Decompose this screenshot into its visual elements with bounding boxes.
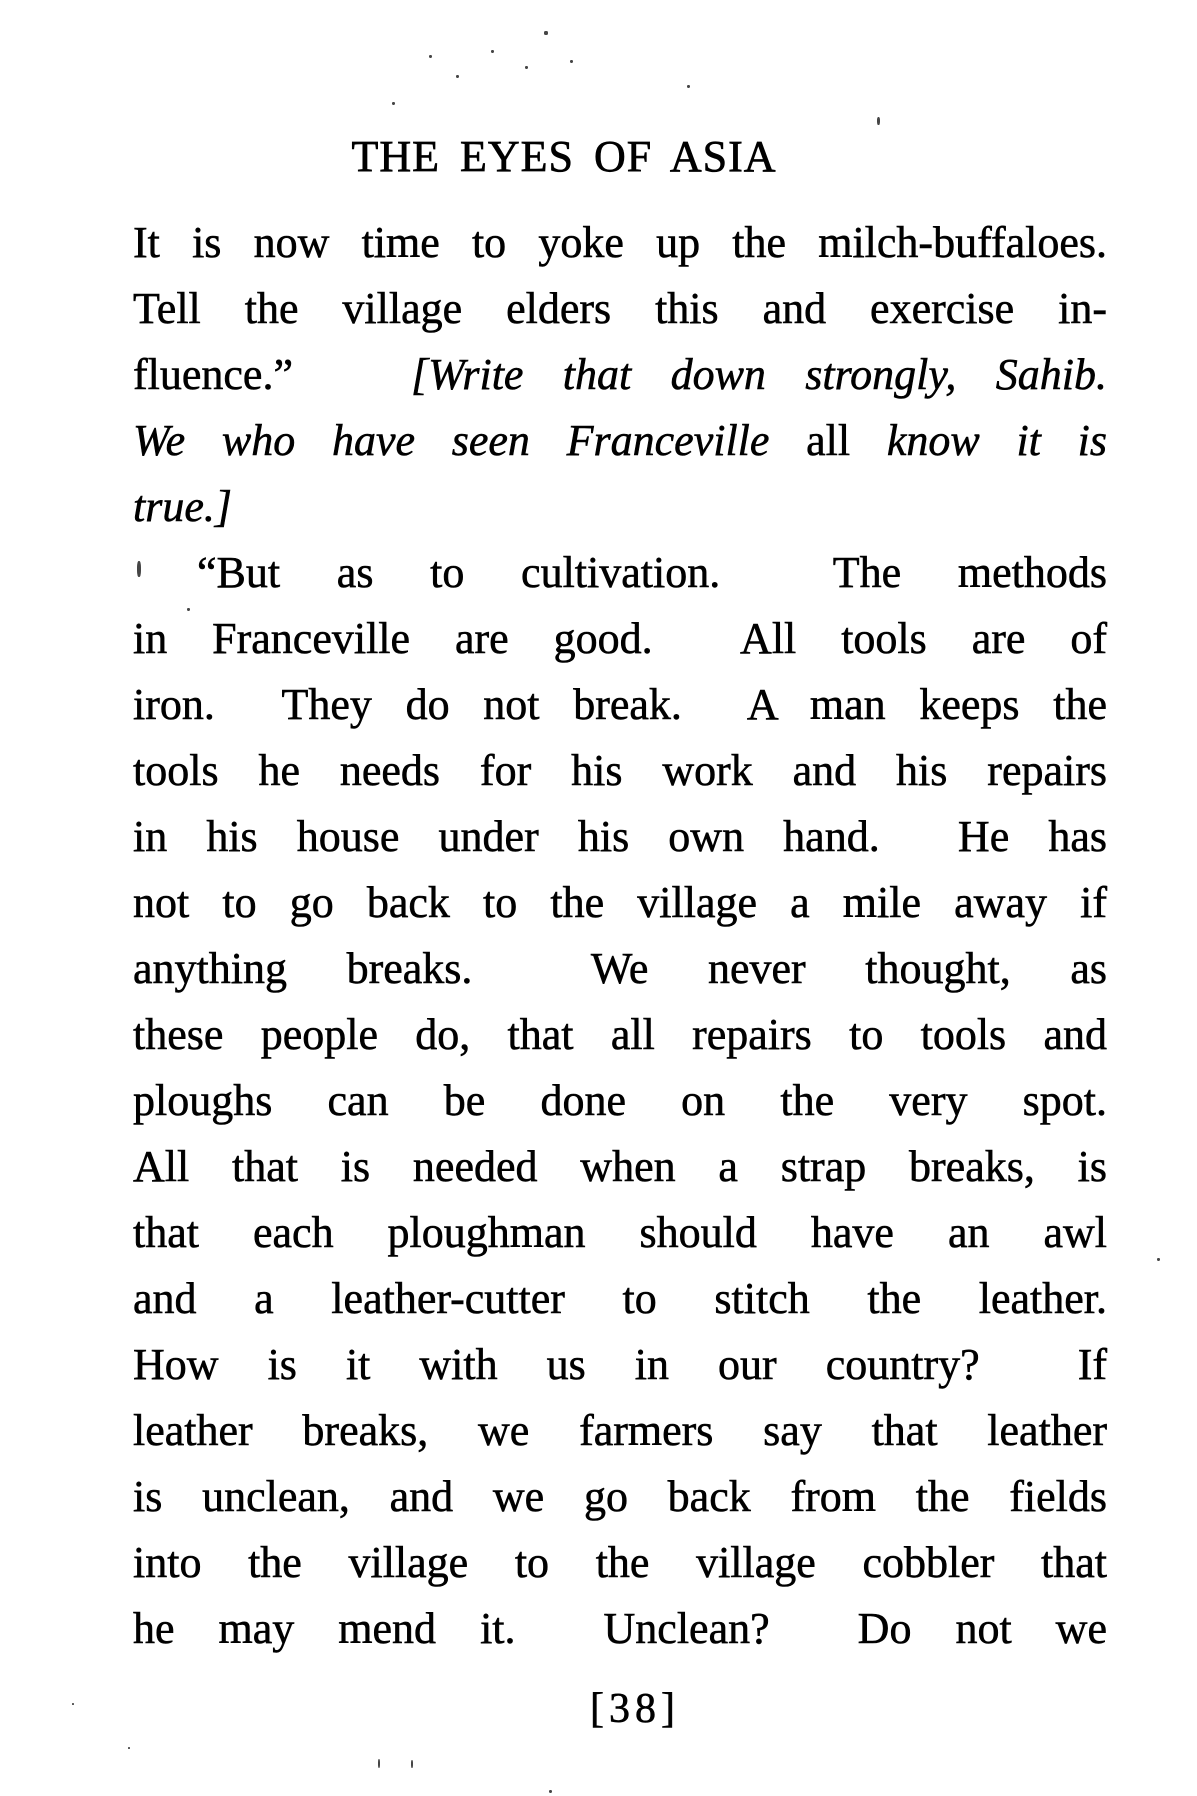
roman-text: into the village to the village cobbler that: [133, 1538, 1107, 1587]
text-line: [133, 936, 1107, 1002]
page-title: THE EYES OF ASIA: [351, 132, 777, 181]
scan-speck: [570, 60, 573, 63]
scan-speck: [491, 50, 494, 53]
text-line: [133, 672, 1107, 738]
scan-speck: [411, 1760, 413, 1768]
text-line: [133, 474, 1107, 540]
text-line: [133, 1596, 1107, 1662]
italic-text: [Write that down strongly, Sahib.: [411, 350, 1107, 399]
scan-speck: [72, 1703, 74, 1705]
text-line: [133, 1332, 1107, 1398]
text-line: [133, 1200, 1107, 1266]
text-line: [133, 1068, 1107, 1134]
text-line: [133, 738, 1107, 804]
scan-speck: [392, 102, 395, 105]
scan-speck: [544, 31, 548, 35]
roman-text: fluence.”: [133, 350, 412, 399]
scan-speck: [187, 608, 190, 611]
scan-speck: [525, 66, 528, 69]
text-line: [133, 870, 1107, 936]
roman-text: Tell the village elders this and exercise in-: [133, 284, 1107, 333]
roman-text: “But as to cultivation. The methods: [197, 548, 1107, 597]
text-line: [133, 1464, 1107, 1530]
roman-text: ploughs can be done on the very spot.: [133, 1076, 1107, 1125]
roman-text: in his house under his own hand. He has: [133, 812, 1107, 861]
scan-speck: [137, 561, 141, 577]
text-line: [133, 606, 1107, 672]
text-line: [133, 1266, 1107, 1332]
roman-text: tools he needs for his work and his repairs: [133, 746, 1107, 795]
text-line: [133, 1002, 1107, 1068]
scan-speck: [456, 75, 459, 78]
roman-text: in Franceville are good. All tools are of: [133, 614, 1107, 663]
text-line: [133, 1530, 1107, 1596]
text-line: [133, 804, 1107, 870]
scan-speck: [1157, 1258, 1160, 1261]
scan-speck: [429, 55, 432, 58]
roman-text: that each ploughman should have an awl: [133, 1208, 1107, 1257]
italic-text: We who have seen Franceville: [133, 416, 770, 465]
roman-text: How is it with us in our country? If: [133, 1340, 1107, 1389]
scan-speck: [877, 117, 880, 125]
roman-text: he may mend it. Unclean? Do not we: [133, 1604, 1107, 1653]
roman-text: anything breaks. We never thought, as: [133, 944, 1107, 993]
text-line: [133, 210, 1107, 276]
text-line: [133, 540, 1107, 606]
roman-text: and a leather-cutter to stitch the leather.: [133, 1274, 1107, 1323]
roman-text: is unclean, and we go back from the fields: [133, 1472, 1107, 1521]
text-line: [133, 408, 1107, 474]
italic-text: true.]: [133, 482, 232, 531]
roman-text: all: [769, 416, 887, 465]
text-line: [133, 1134, 1107, 1200]
text-line: [133, 1398, 1107, 1464]
roman-text: not to go back to the village a mile away if: [133, 878, 1107, 927]
scan-speck: [687, 85, 690, 88]
roman-text: iron. They do not break. A man keeps the: [133, 680, 1107, 729]
body-text: [133, 210, 1107, 1662]
roman-text: these people do, that all repairs to tools and: [133, 1010, 1107, 1059]
roman-text: All that is needed when a strap breaks, is: [133, 1142, 1107, 1191]
roman-text: leather breaks, we farmers say that leather: [133, 1406, 1107, 1455]
italic-text: know it is: [886, 416, 1107, 465]
scan-speck: [128, 1747, 130, 1749]
text-line: [133, 342, 1107, 408]
text-line: [133, 276, 1107, 342]
scan-speck: [549, 1790, 552, 1793]
scan-speck: [378, 1759, 380, 1768]
page-number: [38]: [590, 1686, 680, 1732]
roman-text: It is now time to yoke up the milch-buffaloes.: [133, 218, 1107, 267]
